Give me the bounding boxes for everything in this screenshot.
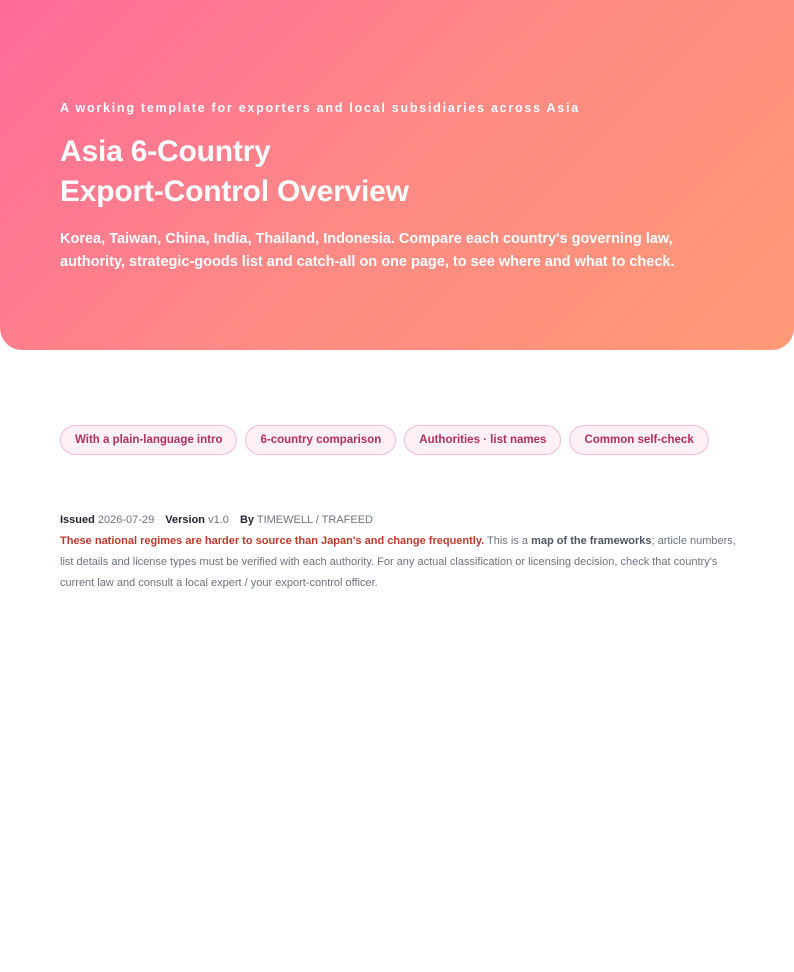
feature-tags [60, 425, 709, 455]
disclaimer-text-before: This is a [484, 535, 532, 547]
disclaimer-text-after: ; article numbers, list details and license types must be verified with each authority. For any actual classification or licensing decision, check that country's current law and consult a local expert / your export-control officer. [60, 535, 736, 589]
tag-plain-language-intro: With a plain-language intro [60, 425, 237, 455]
disclaimer-notice [60, 531, 740, 594]
tag-6-country-comparison: 6-country comparison [245, 425, 396, 455]
page-title-line-2: Export-Control Overview [60, 175, 409, 208]
disclaimer-warning: These national regimes are harder to source than Japan's and change frequently. [60, 535, 485, 547]
version-label: Version [165, 514, 206, 526]
hero-description: Korea, Taiwan, China, India, Thailand, Indonesia. Compare each country's governing law, authority, strategic-goods list and catch-all on one page, to see where and what to check. [60, 231, 675, 270]
page-title-line-1: Asia 6-Country [60, 135, 271, 168]
author-value: TIMEWELL / TRAFEED [256, 514, 373, 526]
issued-label: Issued [60, 514, 95, 526]
document-meta [60, 513, 373, 527]
hero-eyebrow: A working template for exporters and local subsidiaries across Asia [60, 101, 580, 115]
page-title [60, 132, 409, 212]
version-value: v1.0 [208, 514, 229, 526]
tag-common-self-check: Common self-check [569, 425, 708, 455]
disclaimer-emphasis: map of the frameworks [531, 535, 652, 547]
hero-banner [0, 0, 794, 350]
author-label: By [239, 514, 254, 526]
tag-authorities-list-names: Authorities · list names [404, 425, 561, 455]
issued-date: 2026-07-29 [97, 514, 155, 526]
